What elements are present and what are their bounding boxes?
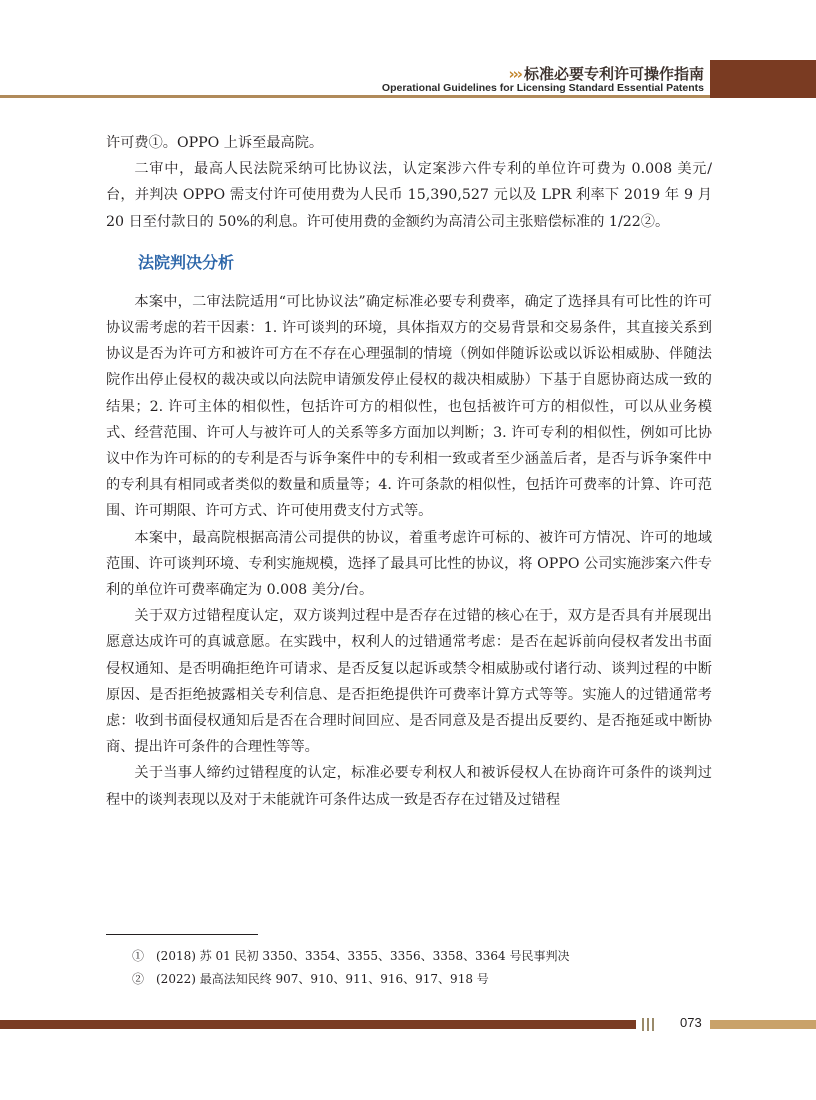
section-heading: 法院判决分析 [138,252,235,272]
header-color-block [710,60,816,98]
header-rule [0,95,710,98]
paragraph-2: 二审中，最高人民法院采纳可比协议法，认定案涉六件专利的单位许可费为 0.008 美元/台，并判决 OPPO 需支付许可使用费为人民币 15,390,527 元以及 LPR 利率下 2019 年 9 月 20 日至付款日的 50%的利息。许可使用费的金额约为高清公司主张赔偿标准的 1/22②。 [106,161,712,230]
paragraph-6: 关于当事人缔约过错程度的认定，标准必要专利权人和被诉侵权人在协商许可条件的谈判过程中的谈判表现以及对于未能就许可条件达成一致是否存在过错及过错程 [106,765,712,808]
page-number: 073 [680,1015,702,1030]
running-header-subtitle: Operational Guidelines for Licensing Standard Essential Patents [381,82,704,94]
paragraph-5: 关于双方过错程度认定，双方谈判过程中是否存在过错的核心在于，双方是否具有并展现出愿意达成许可的真诚意愿。在实践中，权利人的过错通常考虑：是否在起诉前向侵权者发出书面侵权通知、是否明确拒绝许可请求、是否反复以起诉或禁令相威胁或付诸行动、谈判过程的中断原因、是否拒绝披露相关专利信息、是否拒绝提供许可费率计算方式等等。实施人的过错通常考虑：收到书面侵权通知后是否在合理时间回应、是否同意及是否提出反要约、是否拖延或中断协商、提出许可条件的合理性等等。 [106,608,712,756]
paragraph-1: 许可费①。OPPO 上诉至最高院。 [106,135,324,151]
running-header-title [508,63,704,84]
paragraph-4: 本案中，最高院根据高清公司提供的协议，着重考虑许可标的、被许可方情况、许可的地域范围、许可谈判环境、专利实施规模，选择了最具可比性的协议，将 OPPO 公司实施涉案六件专利的单位许可费率确定为 0.008 美分/台。 [106,529,712,599]
footer-tick-marks [642,1018,672,1031]
footer-bar-right [710,1020,816,1029]
footer-bar-left [0,1020,636,1029]
chevron-icon: ››› [508,65,521,83]
header-title-text: 标准必要专利许可操作指南 [523,65,704,83]
footnote-1: ① (2018) 苏 01 民初 3350、3354、3355、3356、3358、3364 号民事判决 [132,949,570,963]
page-body [106,130,712,813]
footnote-2: ② (2022) 最高法知民终 907、910、911、916、917、918 号 [132,972,489,986]
footnote-divider [106,934,258,935]
paragraph-3: 本案中，二审法院适用“可比协议法”确定标准必要专利费率，确定了选择具有可比性的许可协议需考虑的若干因素：1. 许可谈判的环境，具体指双方的交易背景和交易条件，其直接关系到协议是否为许可方和被许可方在不存在心理强制的情境（例如伴随诉讼或以诉讼相威胁、伴随法院作出停止侵权的裁决或以向法院申请颁发停止侵权的裁决相威胁）下基于自愿协商达成一致的结果；2. 许可主体的相似性，包括许可方的相似性，也包括被许可方的相似性，可以从业务模式、经营范围、许可人与被许可人的关系等多方面加以判断；3. 许可专利的相似性，例如可比协议中作为许可标的的专利是否与诉争案件中的专利相一致或者至少涵盖后者，是否与诉争案件中的专利具有相同或者类似的数量和质量等；4. 许可条款的相似性，包括许可费率的计算、许可范围、许可期限、许可方式、许可使用费支付方式等。 [106,293,712,520]
